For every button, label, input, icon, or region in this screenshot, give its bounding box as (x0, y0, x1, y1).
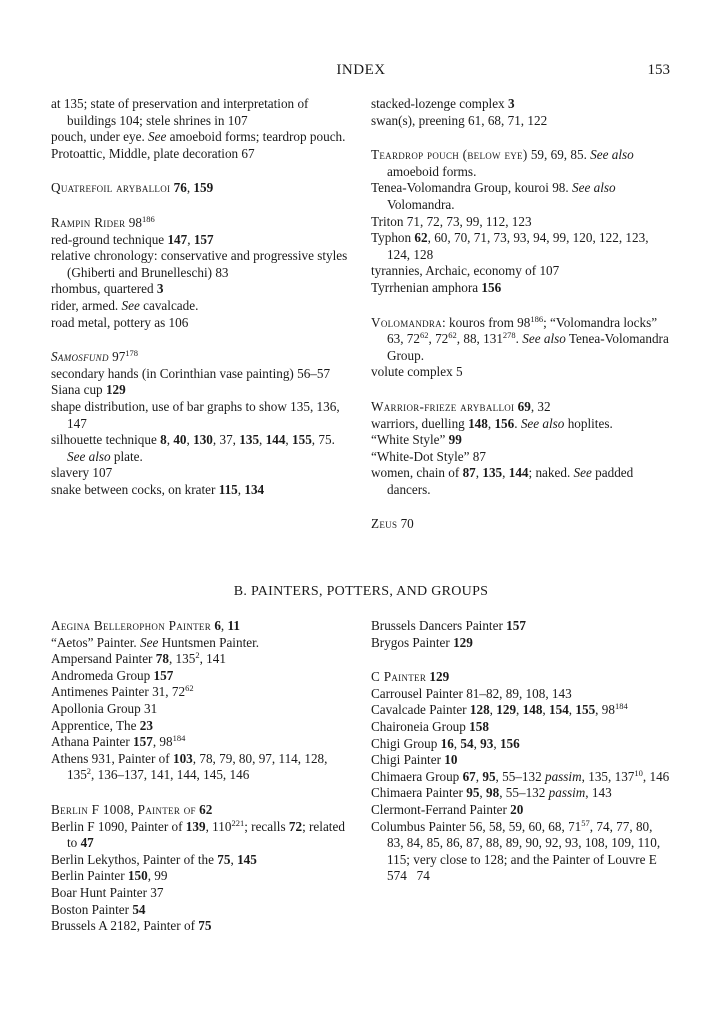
index-entry: shape distribution, use of bar graphs to show 135, 136, 147 (51, 398, 340, 431)
index-entry: “Aetos” Painter. See Huntsmen Painter. (51, 634, 260, 650)
index-entry: Triton 71, 72, 73, 99, 112, 123 (371, 213, 532, 229)
index-entry: Rampin Rider $98^{186}$ (51, 213, 155, 230)
index-entry: swan(s), preening 61, 68, 71, 122 (371, 112, 548, 128)
index-entry: C Painter 129 (371, 669, 450, 685)
index-entry: silhouette technique 8, 40, 130, 37, 135, 144, 155, 75. See also plate. (51, 432, 335, 464)
index-entry: Brygos Painter 129 (371, 634, 473, 650)
index-entry: “White-Dot Style” 87 (371, 448, 486, 464)
index-entry: Chimaera Painter 95, 98, 55–132 passim, 143 (371, 785, 612, 801)
index-entry: secondary hands (in Corinthian vase painting) 56–57 (51, 365, 331, 381)
index-entry: Zeus 70 (371, 516, 414, 532)
index-entry: Athens 931, Painter of 103, 78, 79, 80, 97, 114, 128, $135^2$, 136–137, 141, 144, 145, 146 (51, 750, 328, 783)
index-entry: rider, armed. See cavalcade. (51, 297, 199, 313)
section-heading: B. PAINTERS, POTTERS, AND GROUPS (233, 584, 489, 599)
index-entry: Berlin Lekythos, Painter of the 75, 145 (51, 851, 257, 867)
index-entry: Berlin F 1090, Painter of 139, $110^{221}$; recalls 72; related to 47 (51, 817, 345, 851)
entry-gap (371, 129, 671, 147)
index-entry: Chigi Painter 10 (371, 752, 458, 768)
index-entry: Cavalcade Painter 128, 129, 148, 154, 155, $98^{184}$ (371, 701, 628, 718)
index-entry: Samosfund $97^{178}$ (51, 348, 139, 365)
index-entry: Apollonia Group 31 (51, 700, 158, 716)
index-entry: warriors, duelling 148, 156. See also hoplites. (371, 415, 613, 431)
index-entry: Typhon 62, 60, 70, 71, 73, 93, 94, 99, 120, 122, 123, 124, 128 (371, 230, 649, 262)
index-entry: snake between cocks, on krater 115, 134 (51, 481, 265, 497)
index-entry: women, chain of 87, 135, 144; naked. See padded dancers. (371, 465, 634, 497)
index-entry: Ampersand Painter 78, $135^2$, 141 (51, 650, 226, 667)
index-entry: Quatrefoil aryballoi 76, 159 (51, 180, 214, 196)
index-entry: Berlin Painter 150, 99 (51, 868, 168, 884)
entry-gap (371, 297, 671, 315)
index-entry: Boar Hunt Painter 37 (51, 884, 164, 900)
entry-gap (371, 381, 671, 399)
entry-gap (371, 498, 671, 516)
index-entry: Andromeda Group 157 (51, 667, 174, 683)
index-entry: Brussels A 2182, Painter of 75 (51, 918, 212, 934)
index-entry: Warrior-frieze aryballoi 69, 32 (371, 398, 551, 414)
index-entry: Apprentice, The 23 (51, 717, 153, 733)
index-entry: Protoattic, Middle, plate decoration 67 (51, 145, 255, 161)
index-entry: “White Style” 99 (371, 432, 462, 448)
index-entry: slavery 107 (51, 465, 113, 481)
running-head (0, 62, 722, 82)
index-entry: relative chronology: conservative and progressive styles (Ghiberti and Brunelleschi) 83 (51, 248, 348, 280)
index-entry: Siana cup 129 (51, 382, 126, 398)
index-entry: stacked-lozenge complex 3 (371, 96, 515, 111)
index-entry: volute complex 5 (371, 364, 463, 380)
index-entry: road metal, pottery as 106 (51, 314, 189, 330)
subject-index-left-column (51, 96, 351, 498)
index-entry: Berlin F 1008, Painter of 62 (51, 801, 213, 817)
index-entry: Boston Painter 54 (51, 901, 146, 917)
index-entry: tyrannies, Archaic, economy of 107 (371, 263, 560, 279)
index-entry: Clermont-Ferrand Painter 20 (371, 801, 524, 817)
index-entry: at 135; state of preservation and interpretation of buildings 104; stele shrines in 107 (51, 96, 309, 128)
index-entry: pouch, under eye. See amoeboid forms; teardrop pouch. (51, 129, 346, 145)
page-number: 153 (647, 62, 670, 78)
index-entry: Volomandra: kouros from $98^{186}$; “Volomandra locks” 63, $72^{62}$, $72^{62}$, 88, $131^{278}$. See also Tenea-Volomandra Group. (371, 313, 669, 363)
index-entry: Chimaera Group 67, 95, 55–132 passim, 135, $137^{10}$, 146 (371, 767, 670, 784)
index-entry: Aegina Bellerophon Painter 6, 11 (51, 618, 240, 633)
painters-index-left-column (51, 618, 351, 935)
entry-gap (51, 162, 351, 180)
index-entry: Chigi Group 16, 54, 93, 156 (371, 735, 520, 751)
entry-gap (51, 331, 351, 349)
painters-index-right-column (371, 618, 671, 885)
subject-index-right-column (371, 96, 671, 533)
entry-gap (51, 784, 351, 802)
index-entry: Tenea-Volomandra Group, kouroi 98. See also Volomandra. (371, 180, 616, 212)
index-entry: Tyrrhenian amphora 156 (371, 279, 502, 295)
running-title: INDEX (336, 62, 386, 78)
index-entry: Columbus Painter 56, 58, 59, 60, 68, $71^{57}$, 74, 77, 80, 83, 84, 85, 86, 87, 88, 89, 90, 92, 93, 108, 109, 110, 115; very close to 128; and the Painter of Louvre E 574 74 (371, 817, 661, 884)
index-entry: Teardrop pouch (below eye) 59, 69, 85. See also amoeboid forms. (371, 147, 634, 179)
index-entry: Carrousel Painter 81–82, 89, 108, 143 (371, 685, 572, 701)
entry-gap (51, 197, 351, 215)
index-entry: Chaironeia Group 158 (371, 718, 489, 734)
index-entry: Antimenes Painter 31, $72^{62}$ (51, 683, 194, 700)
index-entry: Brussels Dancers Painter 157 (371, 618, 526, 633)
index-entry: rhombus, quartered 3 (51, 281, 164, 297)
entry-gap (371, 651, 671, 669)
index-entry: Athana Painter 157, $98^{184}$ (51, 733, 186, 750)
index-entry: red-ground technique 147, 157 (51, 231, 214, 247)
